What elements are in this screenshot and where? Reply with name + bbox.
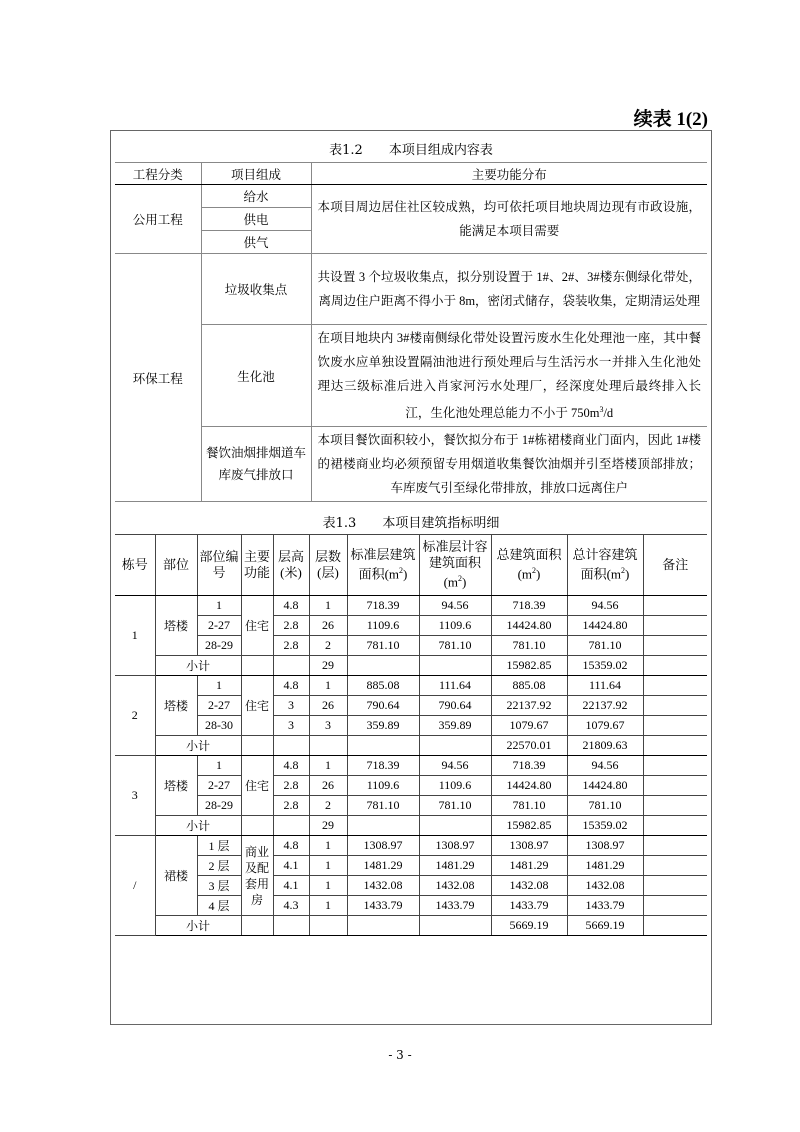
total-far-area-cell: 1432.08 [567,876,643,896]
table-row [115,185,707,208]
std-far-area-cell: 94.56 [419,756,491,776]
height-cell: 2.8 [273,636,309,656]
note-cell [643,856,707,876]
floors-cell: 1 [309,836,347,856]
std-far-area-cell: 359.89 [419,716,491,736]
subtotal-row [115,916,707,936]
header-function: 主要功能分布 [311,163,707,185]
header-std-area [347,535,419,596]
unit-tail: ) [536,566,541,582]
empty-cell [241,816,273,836]
header-text: 标准层计容建筑面积 [422,539,488,571]
header-part-no: 部位编号 [197,535,241,596]
note-cell [643,736,707,756]
std-far-area-cell: 1109.6 [419,776,491,796]
note-cell [643,716,707,736]
category-cell: 环保工程 [115,254,201,502]
part-cell: 塔楼 [155,676,197,736]
unit-text: (m [517,566,533,582]
table-row [115,896,707,916]
subtotal-total-area: 5669.19 [491,916,567,936]
empty-cell [419,656,491,676]
description-cell: 本项目餐饮面积较小，餐饮拟分布于 1#栋裙楼商业门面内，因此 1#楼的裙楼商业均必须预留专用烟道收集餐饮油烟并引至塔楼顶部排放；车库废气引至绿化带排放，排放口远离住户 [311,427,707,502]
floors-cell: 1 [309,896,347,916]
subtotal-row [115,736,707,756]
total-area-cell: 718.39 [491,596,567,616]
table-header-row [115,535,707,596]
empty-cell [273,916,309,936]
empty-cell [419,916,491,936]
std-area-cell: 1481.29 [347,856,419,876]
category-cell: 公用工程 [115,185,201,254]
subtotal-total-area: 15982.85 [491,656,567,676]
floors-cell: 1 [309,596,347,616]
total-area-cell: 781.10 [491,636,567,656]
header-building: 栋号 [115,535,155,596]
total-far-area-cell: 1079.67 [567,716,643,736]
part-no-cell: 2-27 [197,616,241,636]
component-cell: 供气 [201,231,311,254]
subtotal-label: 小计 [155,736,241,756]
empty-cell [273,816,309,836]
subtotal-floors [309,736,347,756]
part-cell: 塔楼 [155,756,197,816]
height-cell: 4.8 [273,676,309,696]
table-row [115,596,707,616]
table-1-2 [115,162,707,502]
subtotal-floors: 29 [309,816,347,836]
table-row [115,254,707,325]
note-cell [643,916,707,936]
building-cell: / [115,836,155,936]
std-far-area-cell: 1109.6 [419,616,491,636]
unit-superscript: 2 [399,566,404,576]
std-far-area-cell: 1308.97 [419,836,491,856]
subtotal-total-area: 15982.85 [491,816,567,836]
table-1-3-caption: 表1.3 本项目建筑指标明细 [322,516,500,531]
table-row [115,756,707,776]
std-area-cell: 1432.08 [347,876,419,896]
empty-cell [241,916,273,936]
building-cell: 2 [115,676,155,756]
function-cell: 住宅 [241,756,273,816]
total-far-area-cell: 781.10 [567,796,643,816]
floors-cell: 1 [309,876,347,896]
function-cell: 住宅 [241,596,273,656]
unit-tail: ) [462,574,467,590]
std-far-area-cell: 1432.08 [419,876,491,896]
total-far-area-cell: 22137.92 [567,696,643,716]
std-area-cell: 1109.6 [347,776,419,796]
std-area-cell: 359.89 [347,716,419,736]
std-area-cell: 781.10 [347,796,419,816]
subtotal-far-area: 21809.63 [567,736,643,756]
empty-cell [241,656,273,676]
component-cell: 餐饮油烟排烟道车库废气排放口 [201,427,311,502]
header-std-far-area [419,535,491,596]
part-no-cell: 28-29 [197,636,241,656]
table-1-2-caption: 表1.2 本项目组成内容表 [329,143,493,158]
total-far-area-cell: 1433.79 [567,896,643,916]
total-area-cell: 1308.97 [491,836,567,856]
header-note: 备注 [643,535,707,596]
empty-cell [347,656,419,676]
std-far-area-cell: 94.56 [419,596,491,616]
std-area-cell: 1308.97 [347,836,419,856]
part-no-cell: 1 [197,596,241,616]
std-far-area-cell: 790.64 [419,696,491,716]
table-row [115,636,707,656]
part-no-cell: 4 层 [197,896,241,916]
subtotal-row [115,656,707,676]
part-no-cell: 2-27 [197,776,241,796]
note-cell [643,636,707,656]
note-cell [643,756,707,776]
unit-superscript: 3 [599,405,604,414]
floors-cell: 26 [309,776,347,796]
building-cell: 3 [115,756,155,836]
subtotal-label: 小计 [155,656,241,676]
std-far-area-cell: 1481.29 [419,856,491,876]
subtotal-floors: 29 [309,656,347,676]
height-cell: 4.8 [273,596,309,616]
total-far-area-cell: 1481.29 [567,856,643,876]
table-header-row [115,163,707,185]
empty-cell [241,736,273,756]
total-area-cell: 885.08 [491,676,567,696]
component-cell: 供电 [201,208,311,231]
table-row [115,427,707,502]
part-no-cell: 28-30 [197,716,241,736]
note-cell [643,656,707,676]
subtotal-total-area: 22570.01 [491,736,567,756]
header-category: 工程分类 [115,163,201,185]
floors-cell: 2 [309,796,347,816]
table-1-3 [115,534,707,936]
std-area-cell: 885.08 [347,676,419,696]
floors-cell: 26 [309,616,347,636]
note-cell [643,676,707,696]
note-cell [643,876,707,896]
total-far-area-cell: 111.64 [567,676,643,696]
note-cell [643,816,707,836]
component-cell: 垃圾收集点 [201,254,311,325]
total-area-cell: 781.10 [491,796,567,816]
note-cell [643,696,707,716]
component-cell: 生化池 [201,325,311,427]
empty-cell [347,916,419,936]
height-cell: 2.8 [273,796,309,816]
header-total-area [491,535,567,596]
height-cell: 4.1 [273,876,309,896]
std-far-area-cell: 111.64 [419,676,491,696]
table-row [115,696,707,716]
floors-cell: 2 [309,636,347,656]
table-row [115,796,707,816]
empty-cell [273,656,309,676]
header-component: 项目组成 [201,163,311,185]
total-far-area-cell: 14424.80 [567,616,643,636]
height-cell: 2.8 [273,776,309,796]
note-cell [643,616,707,636]
header-text: 总计容建筑面积(m [572,547,638,582]
table-row [115,836,707,856]
building-cell: 1 [115,596,155,676]
total-far-area-cell: 1308.97 [567,836,643,856]
total-far-area-cell: 94.56 [567,756,643,776]
note-cell [643,896,707,916]
height-cell: 4.8 [273,836,309,856]
table-row [115,676,707,696]
table-row [115,856,707,876]
std-area-cell: 781.10 [347,636,419,656]
part-no-cell: 28-29 [197,796,241,816]
subtotal-row [115,816,707,836]
unit-superscript: 2 [532,566,537,576]
note-cell [643,776,707,796]
std-far-area-cell: 781.10 [419,796,491,816]
subtotal-floors [309,916,347,936]
total-far-area-cell: 14424.80 [567,776,643,796]
empty-cell [419,816,491,836]
std-far-area-cell: 781.10 [419,636,491,656]
total-far-area-cell: 781.10 [567,636,643,656]
note-cell [643,836,707,856]
height-cell: 2.8 [273,616,309,636]
part-no-cell: 2 层 [197,856,241,876]
std-area-cell: 718.39 [347,596,419,616]
part-cell: 塔楼 [155,596,197,656]
subtotal-label: 小计 [155,816,241,836]
subtotal-far-area: 15359.02 [567,816,643,836]
function-cell: 商业及配套用房 [241,836,273,916]
std-area-cell: 1109.6 [347,616,419,636]
unit-tail: ) [403,566,408,582]
height-cell: 4.3 [273,896,309,916]
height-cell: 3 [273,696,309,716]
part-no-cell: 3 层 [197,876,241,896]
subtotal-far-area: 15359.02 [567,656,643,676]
total-area-cell: 14424.80 [491,776,567,796]
empty-cell [273,736,309,756]
total-area-cell: 14424.80 [491,616,567,636]
table-row [115,876,707,896]
table-row [115,716,707,736]
total-area-cell: 1079.67 [491,716,567,736]
part-cell: 裙楼 [155,836,197,916]
table-row [115,776,707,796]
unit-tail: ) [625,566,630,582]
total-area-cell: 718.39 [491,756,567,776]
floors-cell: 26 [309,696,347,716]
table-row [115,616,707,636]
floors-cell: 1 [309,756,347,776]
std-area-cell: 1433.79 [347,896,419,916]
header-text: 标准层建筑面积(m [350,547,416,582]
floors-cell: 1 [309,856,347,876]
header-total-far-area [567,535,643,596]
total-area-cell: 1432.08 [491,876,567,896]
part-no-cell: 2-27 [197,696,241,716]
table-row [115,325,707,427]
unit-superscript: 2 [458,574,463,584]
header-text: 总建筑面积 [496,547,562,563]
height-cell: 4.1 [273,856,309,876]
unit-superscript: 2 [621,566,626,576]
header-height: 层高(米) [273,535,309,596]
description-cell [311,325,707,427]
empty-cell [347,816,419,836]
subtotal-far-area: 5669.19 [567,916,643,936]
description-cell: 共设置 3 个垃圾收集点，拟分别设置于 1#、2#、3#楼东侧绿化带处，离周边住户距离不得小于 8m，密闭式储存，袋装收集，定期清运处理 [311,254,707,325]
floors-cell: 1 [309,676,347,696]
empty-cell [419,736,491,756]
std-area-cell: 790.64 [347,696,419,716]
note-cell [643,796,707,816]
unit-text: (m [443,574,459,590]
component-cell: 给水 [201,185,311,208]
total-area-cell: 1433.79 [491,896,567,916]
part-no-cell: 1 [197,756,241,776]
unit-tail: /d [603,406,614,421]
description-cell: 本项目周边居住社区较成熟，均可依托项目地块周边现有市政设施，能满足本项目需要 [311,185,707,254]
note-cell [643,596,707,616]
std-area-cell: 718.39 [347,756,419,776]
function-cell: 住宅 [241,676,273,736]
total-far-area-cell: 94.56 [567,596,643,616]
description-text: 在项目地块内 3#楼南侧绿化带处设置污废水生化处理池一座，其中餐饮废水应单独设置隔油池进行预处理后与生活污水一并排入生化池处理达三级标准后进入肖家河污水处理厂，经深度处理后最终排入长江，生化池处理总能力不小于 750m [317,331,701,421]
height-cell: 4.8 [273,756,309,776]
header-part: 部位 [155,535,197,596]
height-cell: 3 [273,716,309,736]
floors-cell: 3 [309,716,347,736]
page-number: - 3 - [388,1048,412,1062]
part-no-cell: 1 层 [197,836,241,856]
header-floors: 层数(层) [309,535,347,596]
total-area-cell: 22137.92 [491,696,567,716]
subtotal-label: 小计 [155,916,241,936]
continued-title: 续表 1(2) [633,109,708,130]
header-function: 主要功能 [241,535,273,596]
empty-cell [347,736,419,756]
total-area-cell: 1481.29 [491,856,567,876]
std-far-area-cell: 1433.79 [419,896,491,916]
part-no-cell: 1 [197,676,241,696]
